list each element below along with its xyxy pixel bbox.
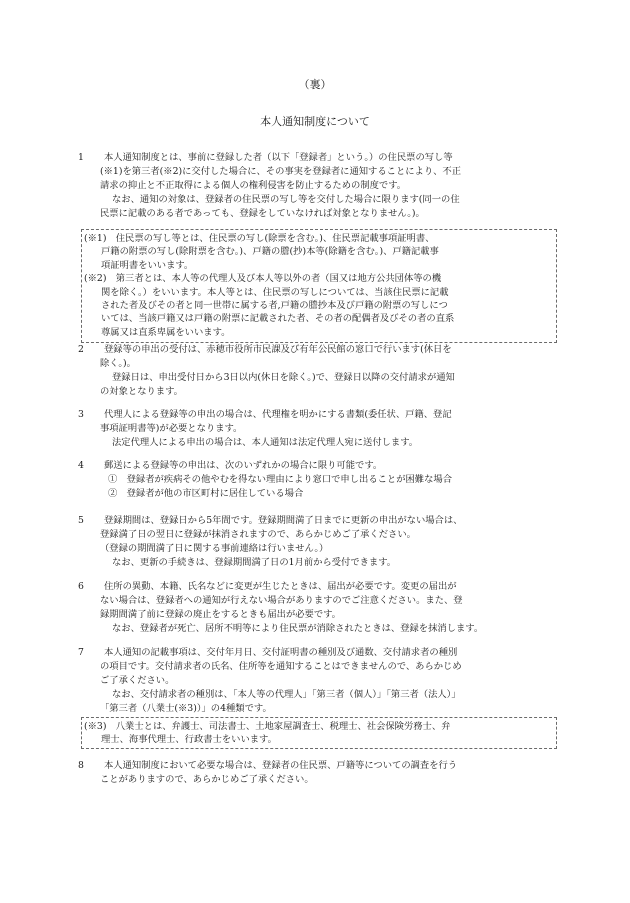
section-7 xyxy=(80,646,558,716)
footnote-line: 戸籍の附票の写し(除附票を含む。)、戸籍の謄(抄)本等(除籍を含む。)、戸籍記載事 xyxy=(101,246,439,258)
section-3 xyxy=(80,408,558,450)
footnote-line: 関を除く。）をいいます。本人等とは、住民票の写しについては、当該住民票に記載 xyxy=(101,286,449,298)
footnote-box-3 xyxy=(81,717,557,749)
section-line: 代理人による登録等の申出の場合は、代理権を明かにする書類(委任状、戸籍、登記 xyxy=(104,409,452,420)
section-line: の対象となります。 xyxy=(100,386,183,397)
section-line: 請求の抑止と不正取得による個人の権利侵害を防止するための制度です。 xyxy=(100,180,407,191)
section-line: の項目です。交付請求者の氏名、住所等を通知することはできませんので、あらかじめ xyxy=(100,661,462,672)
footnote-line: いては、当該戸籍又は戸籍の附票に記載された者、その者の配偶者及びその者の直系 xyxy=(101,313,455,325)
section-line: 除く。)。 xyxy=(100,358,136,369)
section-6 xyxy=(80,580,558,636)
footnote-line: 尊属又は直系卑属をいいます。 xyxy=(101,326,231,338)
section-line: 登録等の申出の受付は、赤穂市役所市民課及び有年公民館の窓口で行います(休日を xyxy=(104,344,452,355)
section-line: 登録日は、申出受付日から3日以内(休日を除く。)で、登録日以降の交付請求が通知 xyxy=(112,372,455,383)
footnote-line: (※1) 住民票の写し等とは、住民票の写し(除票を含む。)、住民票記載事項証明書、 xyxy=(84,233,435,244)
section-line: 事項証明書等)が必要となります。 xyxy=(100,423,243,434)
section-line: ② 登録者が他の市区町村に居住している場合 xyxy=(108,488,304,499)
section-line: ① 登録者が疾病その他やむを得ない理由により窓口で申し出ることが困難な場合 xyxy=(108,474,452,485)
section-4 xyxy=(80,459,558,501)
section-number: 8 xyxy=(78,760,84,771)
section-line: なお、交付請求者の種別は、「本人等の代理人」「第三者（個人）」「第三者（法人）」 xyxy=(112,689,461,700)
footnote-line: された者及びその者と同一世帯に属する者,戸籍の謄抄本及び戸籍の附票の写しにつ xyxy=(101,299,448,311)
section-8 xyxy=(80,759,558,787)
section-number: 7 xyxy=(78,647,84,658)
side-label: （裏） xyxy=(298,78,332,91)
footnote-line: 項証明書をいいます。 xyxy=(101,259,194,271)
section-line: ことがありますので、あらかじめご了承ください。 xyxy=(100,774,314,785)
section-1 xyxy=(80,151,558,221)
section-number: 6 xyxy=(78,581,84,592)
section-line: 登録満了日の翌日に登録が抹消されますので、あらかじめご了承ください。 xyxy=(100,529,416,540)
section-line: 民票に記載のある者であっても、登録をしていなければ対象となりません。)。 xyxy=(100,208,425,219)
section-number: 5 xyxy=(78,515,84,526)
section-line: (※1)を第三者(※2)に交付した場合に、その事実を登録者に通知することにより、不正 xyxy=(100,166,462,177)
section-line: 録期間満了前に登録の廃止をするときも届出が必要です。 xyxy=(100,609,341,620)
section-number: 2 xyxy=(78,344,84,355)
footnote-line: 理士、海事代理士、行政書士をいいます。 xyxy=(101,734,277,746)
footnote-line: (※3) 八業士とは、弁護士、司法書士、土地家屋調査士、税理士、社会保険労務士、弁 xyxy=(84,721,451,732)
section-line: 法定代理人による申出の場合は、本人通知は法定代理人宛に送付します。 xyxy=(112,437,419,448)
section-line: なお、更新の手続きは、登録期間満了日の1月前から受付できます。 xyxy=(112,557,397,568)
section-line: なお、登録者が死亡、居所不明等により住民票が消除されたときは、登録を抹消します。 xyxy=(112,623,484,634)
section-line: （登録の期間満了日に関する事前連絡は行いません。） xyxy=(100,543,329,554)
section-5 xyxy=(80,514,558,570)
section-line: 本人通知制度において必要な場合は、登録者の住民票、戸籍等についての調査を行う xyxy=(104,760,458,771)
section-line: ご了承ください。 xyxy=(100,675,175,686)
section-number: 1 xyxy=(78,152,84,163)
document-title: 本人通知制度について xyxy=(260,115,370,128)
section-line: 本人通知の記載事項は、交付年月日、交付証明書の種別及び通数、交付請求者の種別 xyxy=(104,647,458,658)
section-2 xyxy=(80,343,558,399)
section-line: ない場合は、登録者への通知が行えない場合がありますのでご注意ください。また、登 xyxy=(100,595,463,606)
section-line: 本人通知制度とは、事前に登録した者（以下「登録者」という。）の住民票の写し等 xyxy=(104,152,453,163)
section-line: なお、通知の対象は、登録者の住民票の写し等を交付した場合に限ります(同一の住 xyxy=(112,194,460,205)
section-line: 住所の異動、本籍、氏名などに変更が生じたときは、届出が必要です。変更の届出が xyxy=(104,581,457,592)
section-line: 郵送による登録等の申出は、次のいずれかの場合に限り可能です。 xyxy=(104,460,383,471)
section-line: 「第三者（八業士(※3)）」の4種類です。 xyxy=(100,703,272,714)
section-line: 登録期間は、登録日から5年間です。登録期間満了日までに更新の申出がない場合は、 xyxy=(104,515,463,526)
section-number: 4 xyxy=(78,460,84,471)
footnote-box-1-2 xyxy=(81,229,557,343)
section-number: 3 xyxy=(78,409,84,420)
footnote-line: (※2) 第三者とは、本人等の代理人及び本人等以外の者（国又は地方公共団体等の機 xyxy=(84,273,442,285)
